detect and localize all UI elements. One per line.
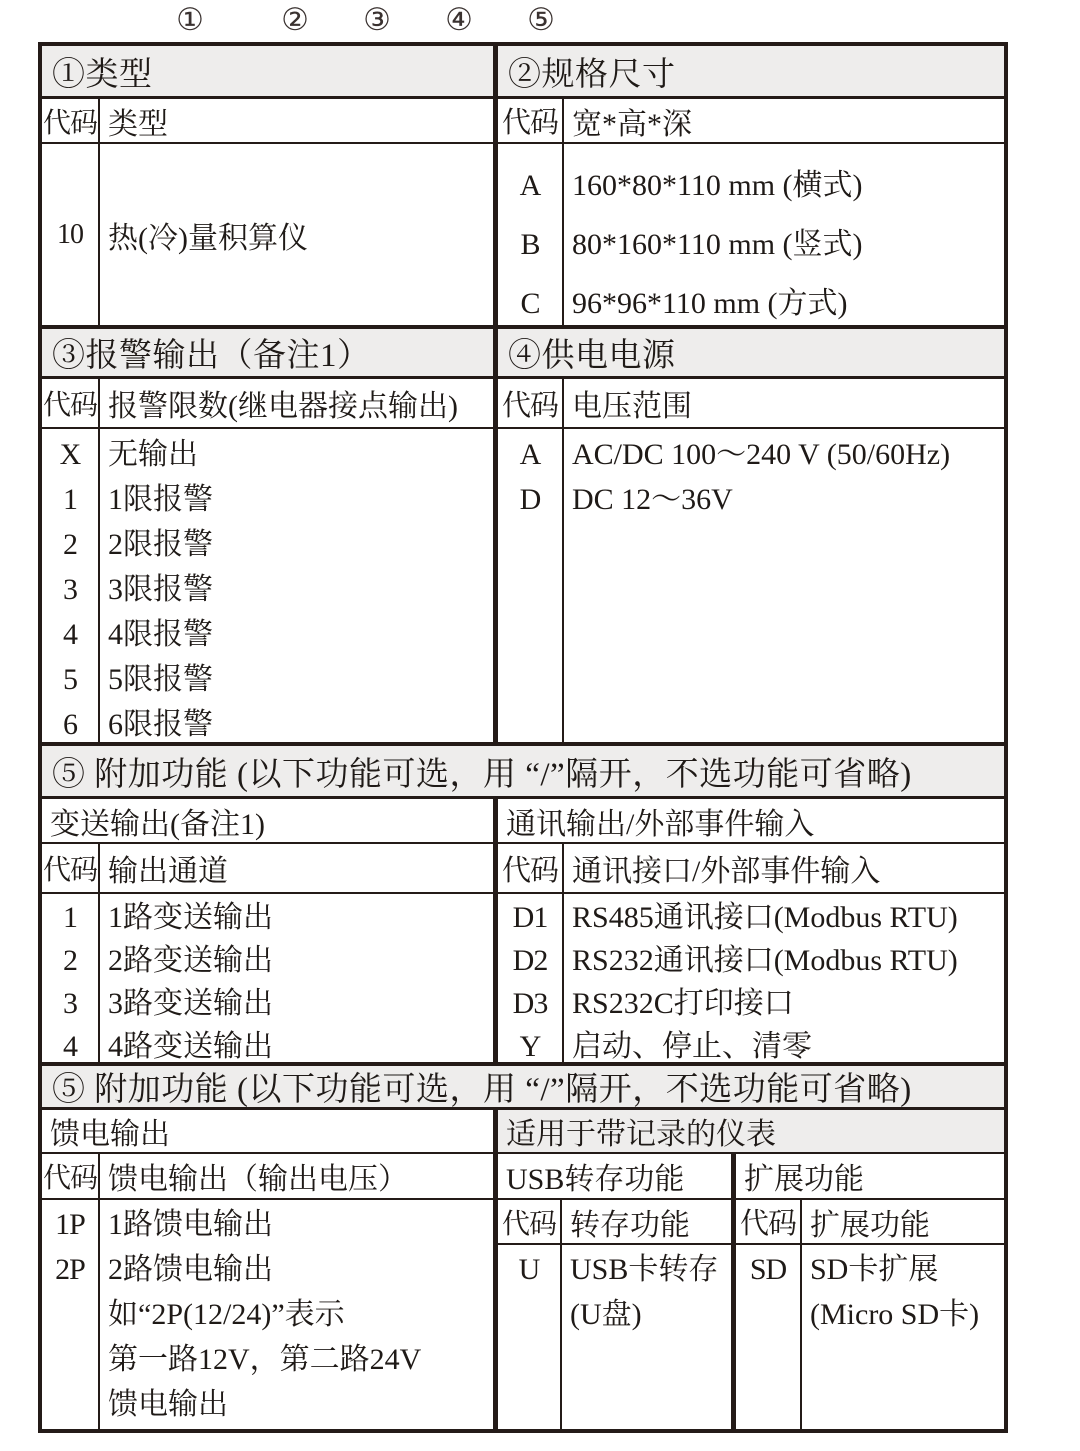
feed-desc: 馈电输出 [108,1388,228,1421]
power-code: D [519,483,541,516]
alarm-desc: 1限报警 [108,483,213,516]
section-alarm-title: ③报警输出（备注1） [42,329,498,376]
alarm-code: 3 [63,573,77,606]
usb-desc-header: 转存功能 [570,1208,690,1242]
comm-code: D1 [512,901,548,934]
transmit-desc: 4路变送输出 [108,1030,273,1062]
ext-body [736,1245,1004,1429]
spec-code: B [520,228,540,261]
alarm-desc: 5限报警 [108,663,213,696]
type-code-header: 代码 [42,99,100,142]
feed-descs-column [100,1200,493,1429]
transmit-desc: 2路变送输出 [108,944,273,977]
feed-desc: 如“2P(12/24)”表示 [108,1298,345,1331]
comm-desc: RS485通讯接口(Modbus RTU) [572,901,958,934]
transmit-descs-column [100,894,493,1062]
transmit-codes-column [42,894,100,1062]
section-5a-group-title-row [42,799,1004,844]
feed-code: 2P [55,1253,85,1286]
spec-code-header: 代码 [498,99,564,142]
alarm-code: 1 [63,483,77,516]
alarm-code-header: 代码 [42,379,100,427]
feed-desc: 1路馈电输出 [108,1208,273,1241]
power-desc: AC/DC 100～240 V (50/60Hz) [572,438,951,471]
type-row-desc: 热(冷)量积算仪 [108,221,308,255]
section-3-4-subheader-row [42,379,1004,429]
transmit-code: 3 [63,987,77,1020]
power-code-header: 代码 [498,379,564,427]
transmit-desc: 1路变送输出 [108,901,273,934]
type-row-code: 10 [42,144,100,325]
section-5a-header-row [42,746,1004,799]
alarm-desc: 3限报警 [108,573,213,606]
comm-code: D3 [512,987,548,1020]
section-1-2-header-row [42,46,1004,99]
spec-code: C [520,287,540,320]
power-codes-column [498,429,564,742]
feed-code: 1P [55,1208,85,1241]
alarm-code: 4 [63,618,77,651]
spec-desc: 80*160*110 mm (竖式) [572,228,863,261]
circled-4-mark: ④ [445,2,473,37]
transmit-desc-header: 输出通道 [108,855,228,888]
alarm-code: X [59,438,81,471]
feed-output-title: 馈电输出 [42,1110,498,1152]
comm-desc: 启动、停止、清零 [572,1030,812,1062]
circled-3-mark: ③ [363,2,391,37]
transmit-code: 4 [63,1030,77,1062]
section-addon2-title: ⑤ 附加功能 (以下功能可选，用 “/”隔开，不选功能可省略) [42,1066,1004,1107]
section-3-4-content-row [42,429,1004,746]
section-5b-content-row [42,1200,1004,1429]
transmit-code: 2 [63,944,77,977]
feed-code-header: 代码 [42,1154,100,1198]
type-desc-header: 类型 [108,107,168,141]
comm-code: Y [519,1030,541,1062]
usb-desc-cell [562,1245,731,1429]
alarm-desc: 6限报警 [108,708,213,741]
usb-transfer-block [498,1200,736,1429]
comm-desc: RS232C打印接口 [572,987,794,1020]
spec-codes-column [498,144,564,325]
circled-5-mark: ⑤ [527,2,555,37]
section-1-2-content-row [42,144,1004,329]
spec-desc: 96*96*110 mm (方式) [572,287,848,320]
alarm-code: 5 [63,663,77,696]
alarm-descs-column [100,429,493,742]
section-type-title: ①类型 [42,46,498,96]
comm-code: D2 [512,944,548,977]
transmit-code-header: 代码 [42,844,100,892]
spec-desc: 160*80*110 mm (横式) [572,169,863,202]
section-5b-group-title-row [42,1110,1004,1154]
alarm-desc: 2限报警 [108,528,213,561]
section-power-title: ④供电电源 [498,329,1004,376]
ext-code: SD [749,1253,787,1286]
section-5a-subheader-row [42,844,1004,894]
column-position-marks [0,2,1080,42]
ext-desc-cell [802,1245,1004,1429]
section-3-4-header-row [42,329,1004,379]
usb-subheader [498,1200,731,1245]
usb-code-header: 代码 [498,1200,562,1243]
ext-code-header: 代码 [736,1200,802,1243]
feed-codes-column [42,1200,100,1429]
ext-subheader [736,1200,1004,1245]
spec-desc-header: 宽*高*深 [572,107,692,141]
usb-desc-line: (U盘) [570,1298,642,1331]
usb-code: U [518,1253,540,1286]
ext-desc-line: (Micro SD卡) [810,1298,980,1331]
feed-desc-header: 馈电输出（输出电压） [108,1163,408,1196]
ordering-code-table [38,42,1008,1433]
comm-code-header: 代码 [498,844,564,892]
spec-descs-column [564,144,1004,325]
comm-desc: RS232通讯接口(Modbus RTU) [572,944,958,977]
transmit-code: 1 [63,901,77,934]
alarm-code: 6 [63,708,77,741]
alarm-codes-column [42,429,100,742]
circled-2-mark: ② [281,2,309,37]
comm-codes-column [498,894,564,1062]
alarm-desc-header: 报警限数(继电器接点输出) [108,390,458,423]
extension-title: 扩展功能 [744,1163,864,1196]
transmit-output-title: 变送输出(备注1) [42,799,498,842]
usb-desc-line: USB卡转存 [570,1253,719,1286]
transmit-desc: 3路变送输出 [108,987,273,1020]
power-descs-column [564,429,1004,742]
power-desc-header: 电压范围 [572,390,692,423]
ext-code-cell [736,1245,802,1429]
power-desc: DC 12～36V [572,483,733,516]
spec-code: A [519,169,541,202]
section-1-2-subheader-row [42,99,1004,144]
section-5a-content-row [42,894,1004,1066]
comm-output-title: 通讯输出/外部事件输入 [506,807,815,841]
ext-desc-line: SD卡扩展 [810,1253,939,1286]
section-addon1-title: ⑤ 附加功能 (以下功能可选，用 “/”隔开，不选功能可省略) [42,746,1004,796]
comm-descs-column [564,894,1004,1062]
ext-desc-header: 扩展功能 [810,1208,930,1242]
power-code: A [519,438,541,471]
feed-desc: 第一路12V，第二路24V [108,1343,422,1376]
feed-desc: 2路馈电输出 [108,1253,273,1286]
record-instrument-title: 适用于带记录的仪表 [498,1110,1004,1152]
alarm-desc: 4限报警 [108,618,213,651]
comm-desc-header: 通讯接口/外部事件输入 [572,855,881,888]
section-5b-header-row [42,1066,1004,1110]
alarm-code: 2 [63,528,77,561]
section-5b-subheader-row [42,1154,1004,1200]
section-spec-title: ②规格尺寸 [498,46,1004,96]
circled-1-mark: ① [176,2,204,37]
usb-code-cell [498,1245,562,1429]
extension-block [736,1200,1004,1429]
usb-body [498,1245,731,1429]
usb-transfer-title: USB转存功能 [498,1154,736,1198]
alarm-desc: 无输出 [108,438,198,471]
